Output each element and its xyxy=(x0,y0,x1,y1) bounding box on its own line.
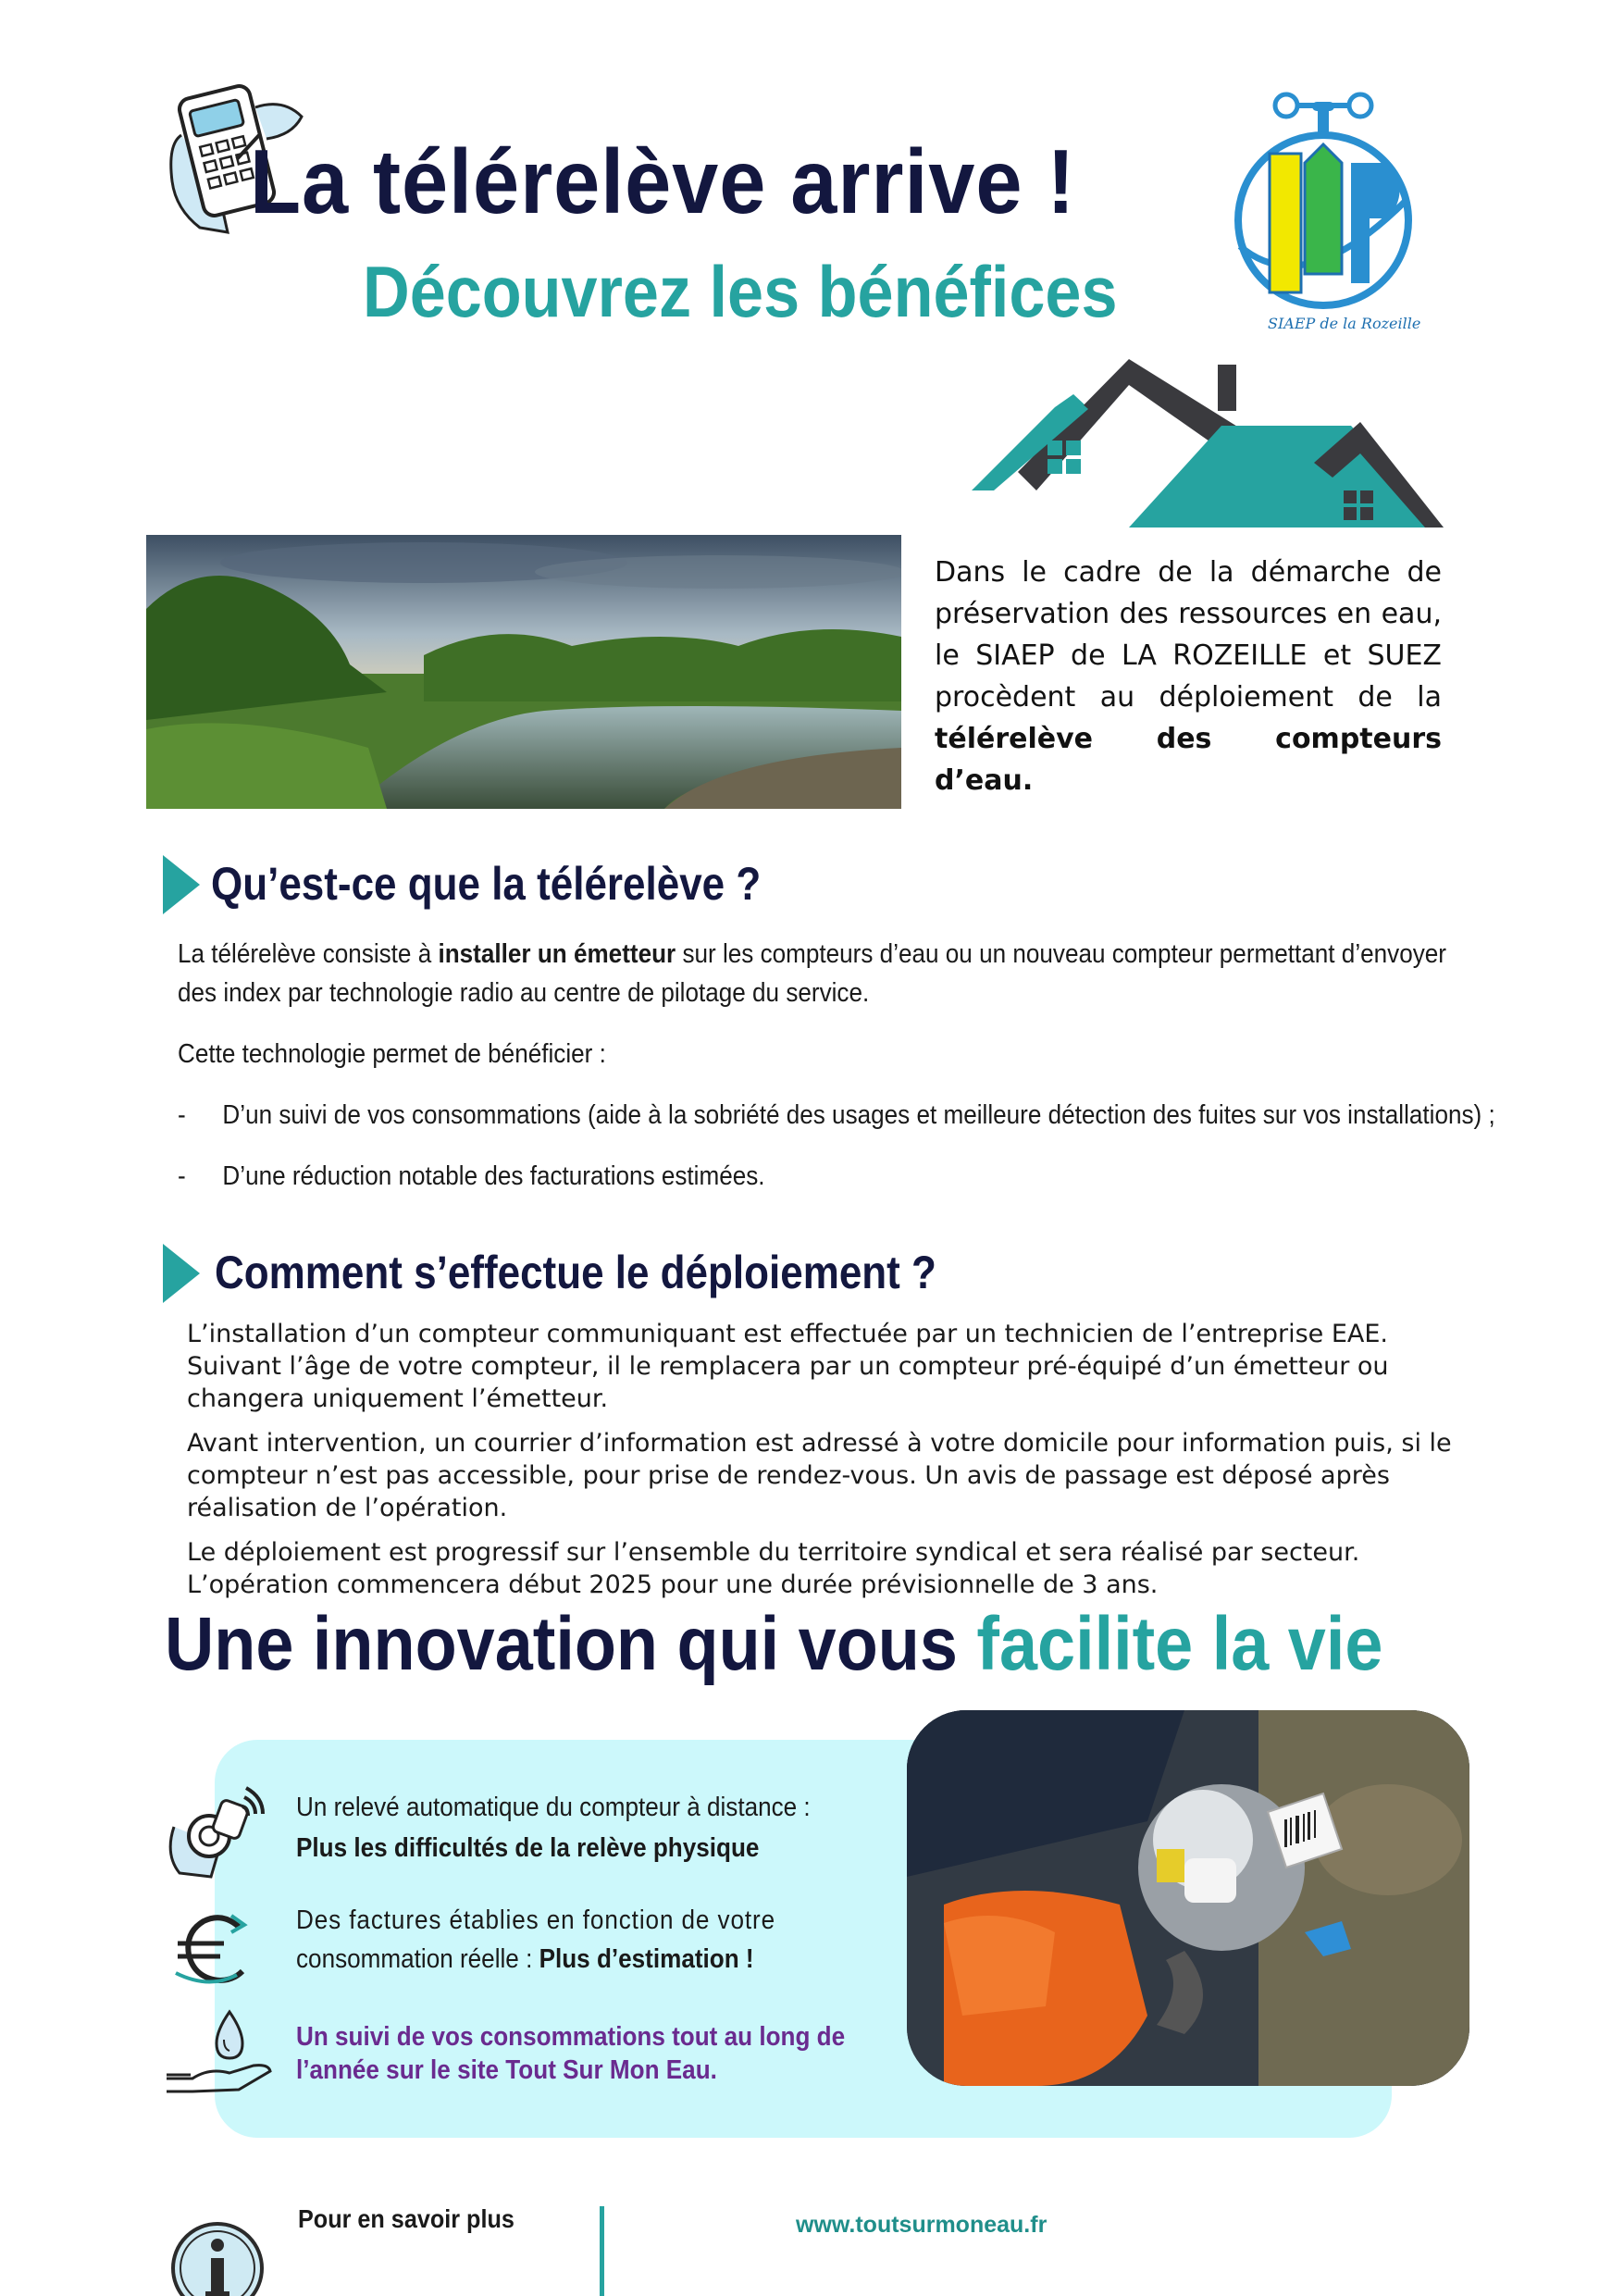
siaep-logo-icon xyxy=(1212,89,1434,348)
house-roofs-icon xyxy=(962,352,1444,537)
technician-meter-photo xyxy=(907,1710,1469,2086)
section1-paragraph: La télérelève consiste à installer un émetteur sur les compteurs d’eau ou un nouveau compteur permettant d’envoyer des index par technologie radio au centre de pilotage du service. xyxy=(178,939,1446,1008)
page-subtitle: Découvrez les bénéfices xyxy=(363,251,1118,332)
remote-meter-icon xyxy=(165,1781,276,1882)
info-icon xyxy=(167,2217,268,2296)
bullet-marker: - xyxy=(178,1161,186,1191)
page-title: La télérelève arrive ! xyxy=(250,130,1076,232)
section2-paragraph-3: Le déploiement est progressif sur l’ensemble du territoire syndical et sera réalisé par secteur. L’opération commencera début 2025 pour une durée prévisionnelle de 3 ans. xyxy=(187,1538,1360,1599)
siaep-logo xyxy=(1212,89,1434,348)
list-item: - D’une réduction notable des facturations estimées. xyxy=(178,1161,765,1191)
feature-billing-line2: consommation réelle : Plus d’estimation ! xyxy=(296,1944,754,1974)
bullet-marker: - xyxy=(178,1100,186,1130)
section2-paragraph-2: Avant intervention, un courrier d’information est adressé à votre domicile pour information puis, si le compteur n’est pas accessible, pour prise de rendez-vous. Un avis de passage est déposé après réalisation de l’opération. xyxy=(187,1429,1452,1522)
feature-tracking-line1: Un suivi de vos consommations tout au long de xyxy=(296,2022,846,2052)
intro-paragraph: Dans le cadre de la démarche de préservation des ressources en eau, le SIAEP de LA ROZEILLE et SUEZ procèdent au déploiement de la télérelève des compteurs d’eau. xyxy=(935,556,1442,797)
feature-remote-reading-line1: Un relevé automatique du compteur à distance : xyxy=(296,1793,811,1822)
river-landscape-photo xyxy=(146,535,901,809)
feature-tracking-line2: l’année sur le site Tout Sur Mon Eau. xyxy=(296,2055,717,2085)
footer-divider xyxy=(600,2206,604,2296)
section2-paragraph-1: L’installation d’un compteur communiquant est effectuée par un technicien de l’entreprise EAE. Suivant l’âge de votre compteur, il le remplacera par un compteur pré-équipé d’un émetteur ou changera uniquement l’émetteur. xyxy=(187,1320,1389,1413)
feature-billing-line1: Des factures établies en fonction de votre xyxy=(296,1905,776,1935)
section1-arrow-icon xyxy=(163,855,200,914)
innovation-heading: Une innovation qui vous facilite la vie xyxy=(165,1602,1383,1686)
more-info-label: Pour en savoir plus xyxy=(298,2204,514,2233)
website-link[interactable]: www.toutsurmoneau.fr xyxy=(796,2212,1048,2238)
houses-illustration xyxy=(962,352,1444,537)
euro-icon xyxy=(172,1906,255,1990)
list-item: - D’un suivi de vos consommations (aide à la sobriété des usages et meilleure détection des fuites sur vos installations) ; xyxy=(178,1100,1495,1130)
section2-arrow-icon xyxy=(163,1244,200,1303)
section1-benefits-intro: Cette technologie permet de bénéficier : xyxy=(178,1039,606,1069)
section1-heading: Qu’est-ce que la télérelève ? xyxy=(211,858,762,910)
section2-heading: Comment s’effectue le déploiement ? xyxy=(215,1247,936,1298)
logo-caption: SIAEP de la Rozeille xyxy=(1268,315,1421,332)
feature-remote-reading-line2: Plus les difficultés de la relève physique xyxy=(296,1833,760,1863)
water-drop-hand-icon xyxy=(165,2006,276,2099)
